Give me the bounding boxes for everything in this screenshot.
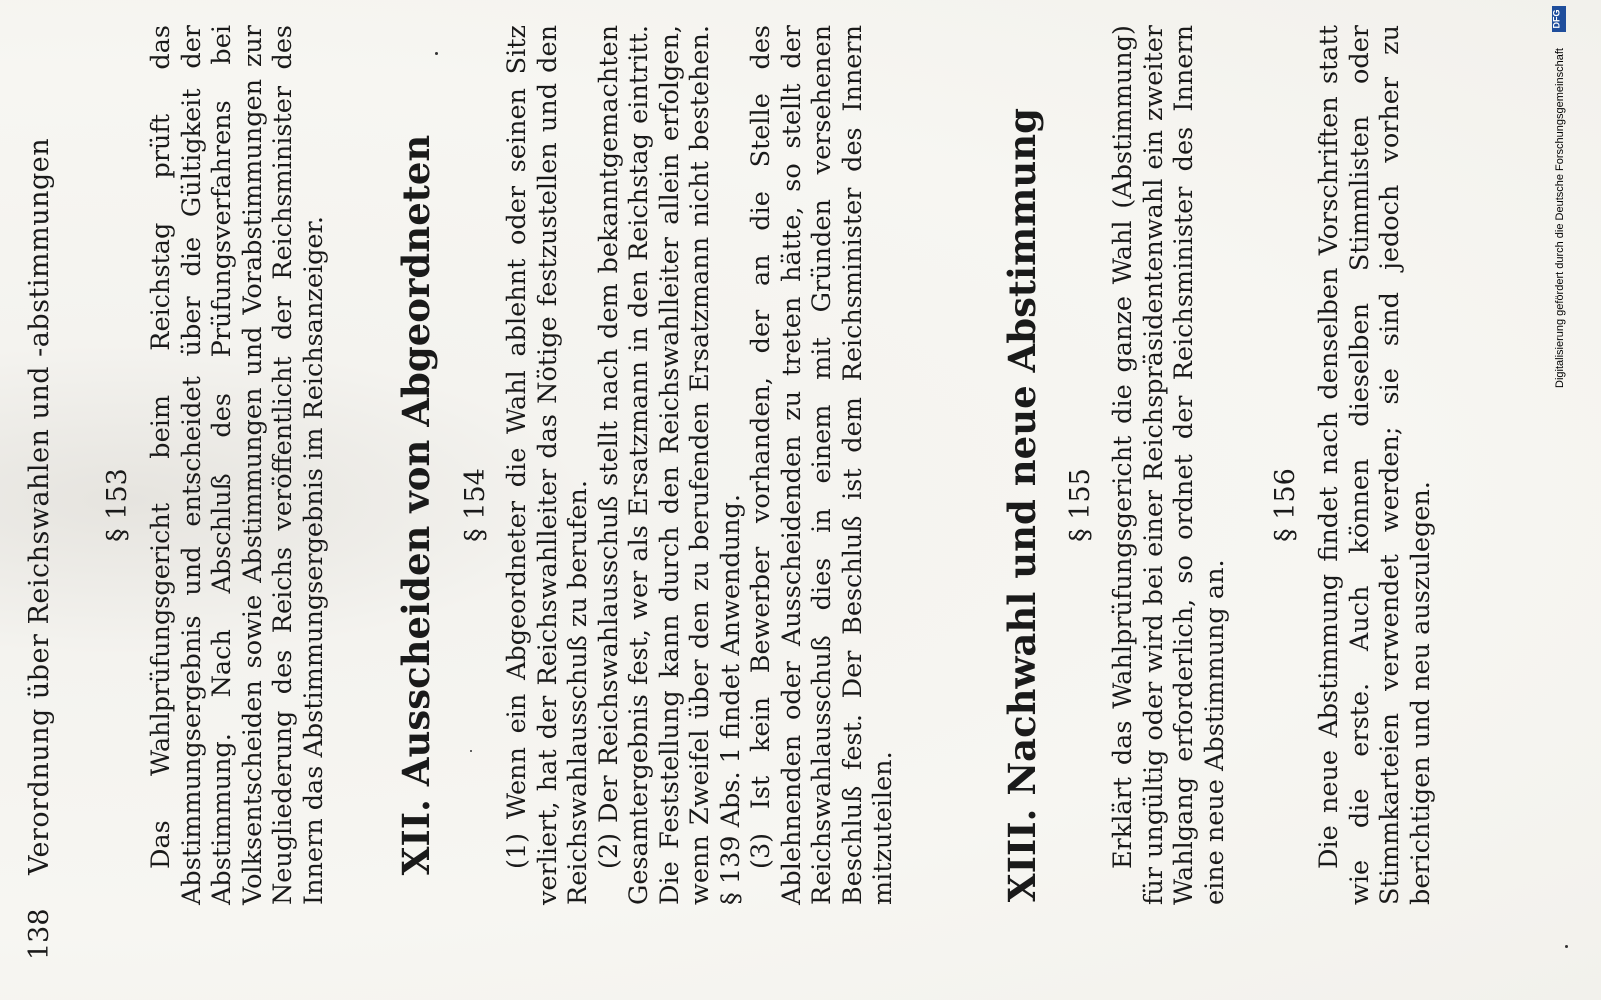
page-header [20,25,66,985]
section-156-heading: § 156 [1270,468,1301,542]
section-155-paragraph: Erklärt das Wahlprüfungsgericht die ganze Wahl (Abstimmung) für ungültig oder wird bei einer Reichspräsidentenwahl ein zweiter Wahlgang erforderlich, so ordnet der Reichsminister des Innern eine neue Abstimmung an. [1108,25,1230,905]
page-number: 138 [24,908,55,960]
section-156-paragraph: Die neue Abstimmung findet nach denselben Vorschriften statt wie die erste. Auch können dieselben Stimmlisten oder Stimmkarteien verwendet werden; sie sind jedoch vorher zu berichtigen und neu auszulegen. [1314,25,1436,905]
section-154-paragraph-1: (1) Wenn ein Abgeordneter die Wahl ablehnt oder seinen Sitz verliert, hat der Reichswahlleiter das Nötige festzustellen und den Reichswahlausschuß zu berufen. [502,25,593,905]
section-155-text [1108,25,1230,905]
section-153-text [146,25,329,905]
section-154-text [502,25,899,905]
chapter-12-title: XII. Ausscheiden von Abgeordneten [394,134,438,876]
scan-speck [470,750,472,752]
digitization-credit-text: Digitalisierung gefördert durch die Deutsche Forschungsgemeinschaft [1554,48,1566,388]
digitization-credit [1549,0,1571,720]
section-156-text [1314,25,1436,905]
section-153-heading: § 153 [102,468,133,542]
rotated-page-content [20,25,1480,985]
scan-speck [1565,945,1568,948]
section-154-paragraph-3: (3) Ist kein Bewerber vorhanden, der an die Stelle des Ablehnenden oder Ausscheidenden zu treten hätte, so stellt der Reichswahlausschuß dies in einem mit Gründen versehenen Beschluß fest. Der Beschluß ist dem Reichsminister des Innern mitzuteilen. [746,25,898,905]
section-154-paragraph-2: (2) Der Reichswahlausschuß stellt nach dem bekanntgemachten Gesamtergebnis fest, wer als Ersatzmann in den Reichstag eintritt. Die Feststellung kann durch den Reichswahlleiter allein erfolgen, wenn Zweifel über den zu berufenden Ersatzmann nicht bestehen. § 139 Abs. 1 findet Anwendung. [593,25,746,905]
section-155-heading: § 155 [1065,468,1096,542]
section-153-paragraph: Das Wahlprüfungsgericht beim Reichstag prüft das Abstimmungsergebnis und entscheidet über die Gültigkeit der Abstimmung. Nach Abschluß des Prüfungsverfahrens bei Volksentscheiden sowie Abstimmungen und Vorabstimmungen zur Neugliederung des Reichs veröffentlicht der Reichsminister des Innern das Abstimmungsergebnis im Reichsanzeiger. [146,25,329,905]
dfg-logo-text: DFG [1551,9,1562,29]
section-154-heading: § 154 [460,468,491,542]
scan-speck [435,52,438,55]
running-head: Verordnung über Reichswahlen und -abstimmungen [24,137,55,875]
chapter-13-title: XIII. Nachwahl und neue Abstimmung [1000,107,1044,903]
